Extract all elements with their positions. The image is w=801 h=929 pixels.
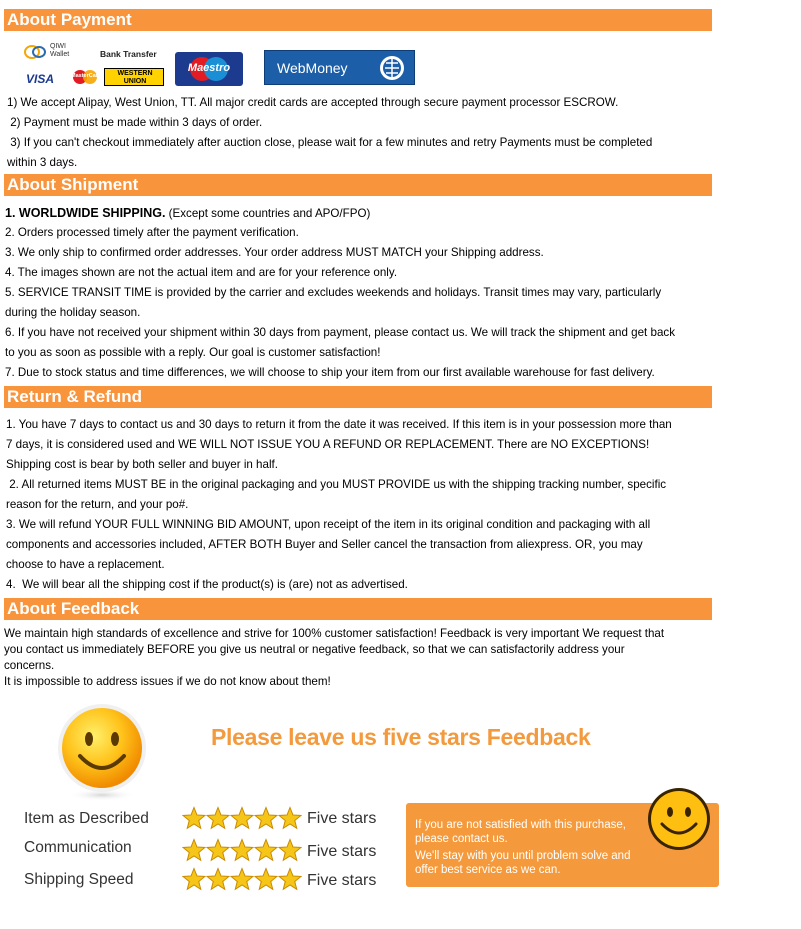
qiwi-wallet-logo: QIWI Wallet bbox=[24, 42, 94, 62]
note-line: We'll stay with you until problem solve and bbox=[415, 850, 631, 862]
payment-line: 3) If you can't checkout immediately after auction close, please wait for a few minutes and retry Payments must be completed bbox=[7, 136, 653, 149]
five-stars-headline: Please leave us five stars Feedback bbox=[211, 724, 591, 750]
shipment-line: 6. If you have not received your shipment within 30 days from payment, please contact us. We will track the shipment and get back bbox=[5, 326, 675, 339]
star-icon bbox=[231, 840, 253, 861]
refund-line: 3. We will refund YOUR FULL WINNING BID AMOUNT, upon receipt of the item in its original condition and packaging with all bbox=[6, 518, 651, 531]
feedback-section-header: About Feedback bbox=[4, 598, 712, 620]
smiley-face-icon bbox=[52, 702, 152, 802]
webmoney-logo: WebMoney bbox=[264, 50, 415, 85]
rating-value: Five stars bbox=[307, 843, 377, 860]
payment-section-header: About Payment bbox=[4, 9, 712, 31]
shipment-line: during the holiday season. bbox=[5, 306, 141, 319]
maestro-logo: Maestro bbox=[175, 52, 243, 86]
refund-line: 7 days, it is considered used and WE WILL NOT ISSUE YOU A REFUND OR REPLACEMENT. There are NO EXCEPTIONS! bbox=[6, 438, 650, 451]
payment-line: 1) We accept Alipay, West Union, TT. All major credit cards are accepted through secure payment processor ESCROW. bbox=[7, 96, 619, 109]
star-rating bbox=[182, 838, 302, 864]
rating-label: Communication bbox=[24, 839, 132, 856]
webmoney-globe-icon bbox=[377, 54, 407, 82]
star-icon bbox=[231, 869, 253, 890]
shipment-line: 5. SERVICE TRANSIT TIME is provided by the carrier and excludes weekends and holidays. Transit times may vary, particularly bbox=[5, 286, 662, 299]
payment-line: within 3 days. bbox=[7, 156, 78, 169]
note-line: offer best service as we can. bbox=[415, 864, 561, 876]
shipment-line: 3. We only ship to confirmed order addresses. Your order address MUST MATCH your Shipping address. bbox=[5, 246, 544, 259]
mastercard-logo: MasterCard bbox=[68, 69, 102, 85]
bank-transfer-logo: Bank Transfer bbox=[100, 49, 157, 59]
refund-line: components and accessories included, AFTER BOTH Buyer and Seller cancel the transaction from aliexpress. OR, you may bbox=[6, 538, 643, 551]
shipment-line: 2. Orders processed timely after the payment verification. bbox=[5, 226, 299, 239]
refund-line: Shipping cost is bear by both seller and buyer in half. bbox=[6, 458, 278, 471]
rating-label: Item as Described bbox=[24, 810, 149, 827]
shipment-line: 7. Due to stock status and time differences, we will choose to ship your item from our first available warehouse for fast delivery. bbox=[5, 366, 655, 379]
feedback-line: concerns. bbox=[4, 659, 55, 672]
star-icon bbox=[279, 840, 301, 861]
star-icon bbox=[183, 869, 205, 890]
feedback-line: It is impossible to address issues if we do not know about them! bbox=[4, 675, 331, 688]
shipment-section-header: About Shipment bbox=[4, 174, 712, 196]
star-icon bbox=[207, 808, 229, 829]
star-icon bbox=[255, 808, 277, 829]
star-icon bbox=[183, 808, 205, 829]
payment-line: 2) Payment must be made within 3 days of order. bbox=[7, 116, 263, 129]
feedback-line: you contact us immediately BEFORE you give us neutral or negative feedback, so that we can satisfactorily address your bbox=[4, 643, 625, 656]
qiwi-icon bbox=[24, 44, 46, 60]
visa-logo: VISA bbox=[26, 72, 55, 86]
refund-line: reason for the return, and your po#. bbox=[6, 498, 189, 511]
shipment-line: 4. The images shown are not the actual item and are for your reference only. bbox=[5, 266, 398, 279]
star-icon bbox=[207, 840, 229, 861]
star-rating bbox=[182, 806, 302, 832]
rating-label: Shipping Speed bbox=[24, 871, 134, 888]
rating-value: Five stars bbox=[307, 872, 377, 889]
rating-value: Five stars bbox=[307, 810, 377, 827]
star-icon bbox=[183, 840, 205, 861]
feedback-line: We maintain high standards of excellence and strive for 100% customer satisfaction! Feedback is very important We request that bbox=[4, 627, 665, 640]
star-icon bbox=[255, 869, 277, 890]
star-icon bbox=[255, 840, 277, 861]
star-icon bbox=[279, 869, 301, 890]
refund-section-header: Return & Refund bbox=[4, 386, 712, 408]
note-line: If you are not satisfied with this purchase, bbox=[415, 819, 626, 831]
refund-line: 1. You have 7 days to contact us and 30 days to return it from the date it was received. If this item is in your possession more than bbox=[6, 418, 672, 431]
star-rating bbox=[182, 867, 302, 893]
refund-line: choose to have a replacement. bbox=[6, 558, 165, 571]
note-line: please contact us. bbox=[415, 833, 508, 845]
western-union-logo: WESTERN UNION bbox=[104, 68, 164, 86]
smiley-face-icon bbox=[646, 786, 712, 852]
shipment-line-1: 1. WORLDWIDE SHIPPING. (Except some countries and APO/FPO) bbox=[5, 206, 371, 220]
shipment-line: to you as soon as possible with a reply. Our goal is customer satisfaction! bbox=[5, 346, 381, 359]
star-icon bbox=[231, 808, 253, 829]
star-icon bbox=[279, 808, 301, 829]
star-icon bbox=[207, 869, 229, 890]
refund-line: 4. We will bear all the shipping cost if the product(s) is (are) not as advertised. bbox=[6, 578, 408, 591]
refund-line: 2. All returned items MUST BE in the original packaging and you MUST PROVIDE us with the shipping tracking number, specific bbox=[6, 478, 667, 491]
